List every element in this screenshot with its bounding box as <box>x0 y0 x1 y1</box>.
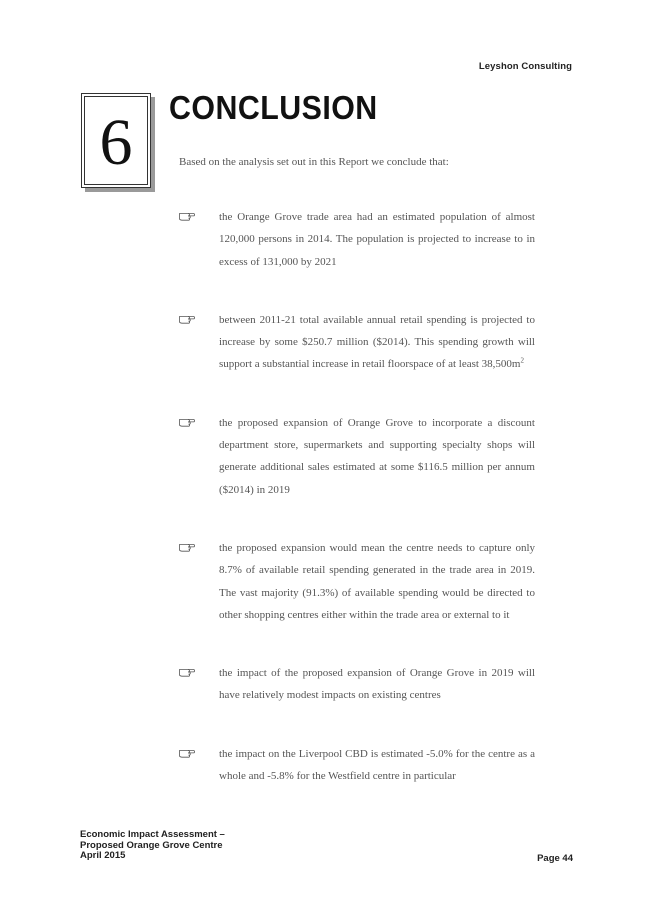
pointing-hand-icon <box>179 664 195 674</box>
pointing-hand-icon <box>179 539 195 549</box>
conclusion-item-text: between 2011-21 total available annual retail spending is projected to increase by some $250.7 million ($2014). This spending growth will support a substantial increase in retail floorspace of at least $38,500m^2$ <box>219 313 535 371</box>
footer-title-line2: Proposed Orange Grove Centre <box>80 839 223 851</box>
conclusion-item <box>179 743 535 788</box>
footer-title-line1: Economic Impact Assessment – <box>80 829 225 840</box>
chapter-number-box <box>81 93 151 188</box>
conclusion-item-text: the proposed expansion would mean the centre needs to capture only 8.7% of available retail spending generated in the trade area in 2019. The vast majority (91.3%) of available spending would be directed to other shopping centres either within the trade area or external to it <box>219 541 535 621</box>
pointing-hand-icon <box>179 414 195 424</box>
conclusion-item <box>179 662 535 707</box>
pointing-hand-icon <box>179 208 195 218</box>
conclusion-item-text: the Orange Grove trade area had an estimated population of almost 120,000 persons in 2014. The population is projected to increase to in excess of 131,000 by 2021 <box>219 211 535 268</box>
conclusion-item <box>179 412 535 501</box>
footer-date: April 2015 <box>80 850 126 861</box>
intro-text: Based on the analysis set out in this Report we conclude that: <box>179 156 449 168</box>
superscript: 2 <box>520 356 524 365</box>
conclusion-item-text: the proposed expansion of Orange Grove to incorporate a discount department store, supermarkets and supporting specialty shops will generate additional sales estimated at some $116.5 million per annum ($2014) in 2019 <box>219 416 535 496</box>
conclusion-item-text: the impact on the Liverpool CBD is estimated -5.0% for the centre as a whole and -5.8% for the Westfield centre in particular <box>219 747 535 783</box>
conclusion-item <box>179 537 535 626</box>
chapter-number: 6 <box>99 105 133 179</box>
conclusion-item-text: the impact of the proposed expansion of Orange Grove in 2019 will have relatively modest impacts on existing centres <box>219 667 535 702</box>
pointing-hand-icon <box>179 311 195 321</box>
conclusion-item <box>179 206 535 273</box>
page-number: Page 44 <box>537 853 573 864</box>
pointing-hand-icon <box>179 745 195 755</box>
company-header: Leyshon Consulting <box>478 61 572 72</box>
conclusion-item <box>179 309 535 376</box>
conclusion-list <box>179 206 535 823</box>
chapter-title: CONCLUSION <box>169 89 378 126</box>
footer-document-info <box>80 830 225 862</box>
